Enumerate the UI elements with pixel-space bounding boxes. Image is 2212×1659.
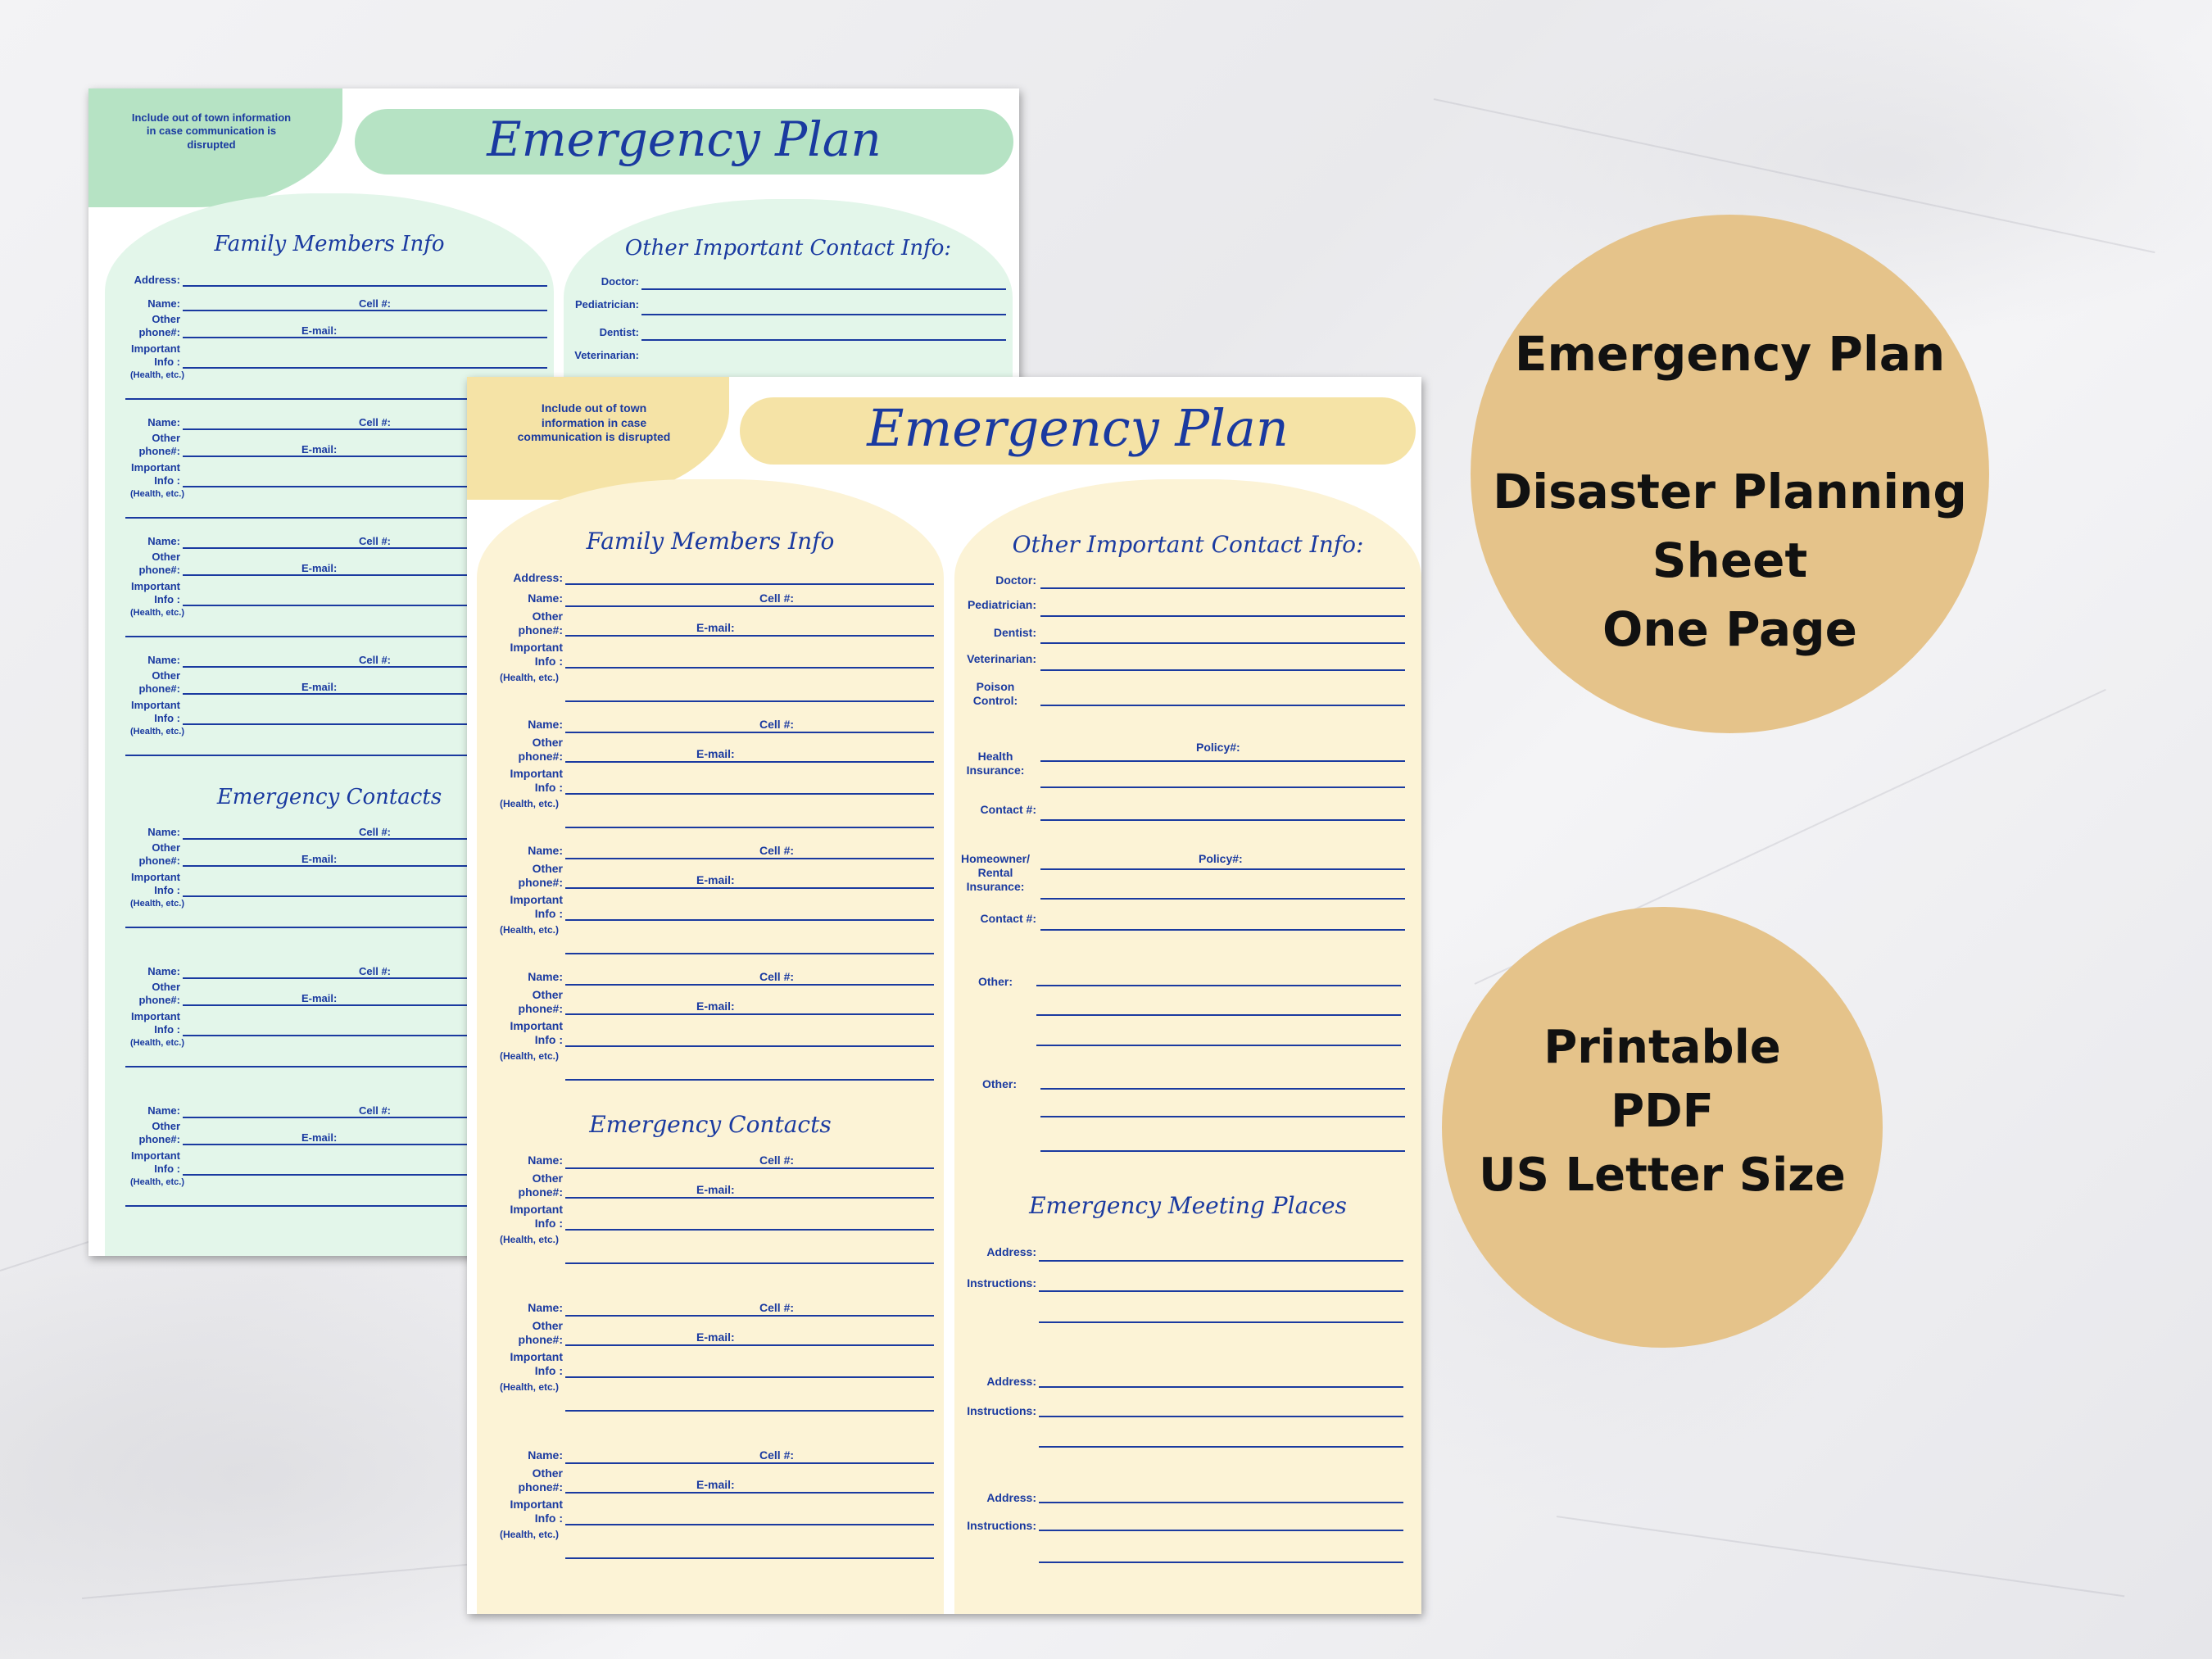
emergency-block — [467, 1448, 954, 1580]
phone-line[interactable] — [565, 887, 934, 889]
badge-line: Sheet — [1652, 533, 1808, 588]
meeting-instructions-label: Instructions: — [967, 1404, 1036, 1417]
important-label: Important Info : — [510, 1350, 563, 1377]
other-phone-label: Other phone#: — [518, 1172, 563, 1199]
cell-label: Cell #: — [359, 1104, 392, 1117]
health-insurance-line[interactable] — [1040, 760, 1405, 762]
doctor-label: Doctor: — [601, 275, 639, 288]
product-badge-text — [1471, 320, 1989, 664]
meeting-instructions-line[interactable] — [1039, 1290, 1403, 1292]
cell-label: Cell #: — [359, 416, 392, 428]
other-label: Other: — [982, 1077, 1017, 1090]
dentist-line[interactable] — [1040, 642, 1405, 644]
cell-label: Cell #: — [359, 965, 392, 977]
other-phone-label: Other phone#: — [138, 551, 180, 576]
pediatrician-label: Pediatrician: — [967, 598, 1036, 611]
info-line-2[interactable] — [565, 1557, 934, 1559]
other-line-2[interactable] — [1036, 1014, 1401, 1016]
emergency-block — [467, 1154, 954, 1285]
other-phone-label: Other phone#: — [138, 1120, 180, 1145]
family-block — [467, 718, 954, 841]
address-label: Address: — [513, 571, 563, 584]
email-label: E-mail: — [301, 681, 338, 693]
cell-label: Cell #: — [359, 654, 392, 666]
other-phone-label: Other phone#: — [138, 313, 180, 338]
name-label: Name: — [528, 718, 563, 731]
meeting-address-label: Address: — [986, 1375, 1036, 1388]
doctor-label: Doctor: — [995, 573, 1036, 587]
health-insurance-label: Health Insurance: — [966, 750, 1025, 777]
name-line[interactable] — [565, 858, 934, 859]
health-label: (Health, etc.) — [129, 370, 184, 380]
other-phone-label: Other phone#: — [138, 841, 180, 867]
email-label: E-mail: — [301, 443, 338, 456]
name-line[interactable] — [565, 1315, 934, 1317]
badge-line: One Page — [1602, 601, 1858, 657]
cell-label: Cell #: — [759, 1448, 795, 1462]
info-line[interactable] — [565, 919, 934, 921]
info-line[interactable] — [565, 1524, 934, 1525]
email-label: E-mail: — [696, 1330, 735, 1344]
health-label: (Health, etc.) — [499, 1050, 559, 1062]
important-label: Important Info : — [131, 1149, 180, 1175]
phone-line[interactable] — [565, 1492, 934, 1494]
phone-line[interactable] — [565, 761, 934, 763]
meeting-address-line[interactable] — [1039, 1386, 1403, 1388]
health-label: (Health, etc.) — [499, 1381, 559, 1393]
email-label: E-mail: — [301, 992, 338, 1004]
contact-label: Contact #: — [980, 912, 1036, 925]
other-phone-label: Other phone#: — [518, 1466, 563, 1494]
cell-label: Cell #: — [759, 1301, 795, 1314]
meeting-address-label: Address: — [986, 1491, 1036, 1504]
policy-label: Policy#: — [1196, 741, 1240, 754]
meeting-instructions-label: Instructions: — [967, 1276, 1036, 1290]
pediatrician-line[interactable] — [641, 314, 1006, 315]
name-label: Name: — [528, 1301, 563, 1314]
name-label: Name: — [147, 965, 180, 977]
cell-label: Cell #: — [359, 535, 392, 547]
other-phone-label: Other phone#: — [518, 610, 563, 637]
name-line[interactable] — [565, 1167, 934, 1169]
dentist-label: Dentist: — [993, 626, 1036, 639]
other-phone-label: Other phone#: — [138, 669, 180, 695]
doctor-line[interactable] — [1040, 587, 1405, 589]
meeting-instructions-line-2[interactable] — [1039, 1562, 1403, 1563]
cell-label: Cell #: — [359, 297, 392, 310]
yellow-family-blocks — [467, 592, 954, 1099]
email-label: E-mail: — [301, 853, 338, 865]
email-label: E-mail: — [696, 621, 735, 634]
address-line[interactable] — [183, 285, 547, 287]
homeowner-line[interactable] — [1040, 868, 1405, 870]
emergency-block — [467, 1301, 954, 1432]
email-label: E-mail: — [696, 1478, 735, 1491]
cell-label: Cell #: — [359, 826, 392, 838]
health-insurance-line-2[interactable] — [1040, 786, 1405, 788]
important-label: Important Info : — [131, 699, 180, 724]
meeting-address-line[interactable] — [1039, 1502, 1403, 1503]
policy-label: Policy#: — [1199, 852, 1243, 865]
info-line-2[interactable] — [565, 1262, 934, 1264]
meeting-heading: Emergency Meeting Places — [1029, 1192, 1347, 1219]
meeting-address-label: Address: — [986, 1245, 1036, 1258]
health-label: (Health, etc.) — [129, 727, 184, 737]
info-line-2[interactable] — [565, 953, 934, 954]
important-label: Important Info : — [510, 1019, 563, 1046]
important-label: Important Info : — [131, 1010, 180, 1036]
name-label: Name: — [147, 297, 180, 310]
email-label: E-mail: — [301, 324, 338, 337]
veterinarian-label: Veterinarian: — [574, 349, 639, 361]
name-line[interactable] — [183, 310, 547, 311]
phone-line[interactable] — [565, 635, 934, 637]
dentist-line[interactable] — [641, 339, 1006, 341]
cell-label: Cell #: — [759, 970, 795, 983]
other-phone-label: Other phone#: — [518, 736, 563, 763]
badge-line: Printable — [1543, 1021, 1781, 1074]
format-badge-text — [1442, 1016, 1883, 1208]
note-text: Include out of town information in case communication is disrupted — [131, 111, 292, 151]
info-line-2[interactable] — [565, 700, 934, 702]
family-block — [467, 592, 954, 714]
health-label: (Health, etc.) — [499, 1234, 559, 1245]
badge-line: US Letter Size — [1479, 1149, 1846, 1202]
info-line[interactable] — [565, 1045, 934, 1047]
phone-line[interactable] — [565, 1013, 934, 1015]
cell-label: Cell #: — [759, 718, 795, 731]
important-label: Important Info : — [510, 767, 563, 794]
contact-line[interactable] — [1040, 929, 1405, 931]
badge-line: Disaster Planning — [1493, 464, 1967, 519]
info-line-2[interactable] — [565, 1079, 934, 1081]
cell-label: Cell #: — [759, 844, 795, 857]
name-line[interactable] — [565, 732, 934, 733]
email-label: E-mail: — [696, 747, 735, 760]
family-heading: Family Members Info — [586, 528, 835, 555]
family-heading: Family Members Info — [214, 232, 445, 256]
address-label: Address: — [134, 274, 180, 286]
yellow-sheet — [467, 377, 1421, 1614]
other-phone-label: Other phone#: — [138, 981, 180, 1006]
important-label: Important Info : — [131, 871, 180, 896]
name-label: Name: — [528, 970, 563, 983]
other-line-2[interactable] — [1040, 1116, 1405, 1117]
info-line-2[interactable] — [565, 827, 934, 828]
meeting-instructions-line[interactable] — [1039, 1530, 1403, 1531]
important-label: Important Info : — [510, 641, 563, 668]
pediatrician-label: Pediatrician: — [574, 298, 639, 310]
dentist-label: Dentist: — [599, 326, 639, 338]
meeting-instructions-label: Instructions: — [967, 1519, 1036, 1532]
health-label: (Health, etc.) — [129, 899, 184, 909]
other-heading: Other Important Contact Info: — [1012, 531, 1364, 558]
info-line[interactable] — [565, 667, 934, 669]
page-title: Emergency Plan — [867, 398, 1289, 458]
name-line[interactable] — [565, 605, 934, 607]
important-label: Important Info : — [131, 461, 180, 487]
cell-label: Cell #: — [759, 592, 795, 605]
other-line[interactable] — [1036, 985, 1401, 986]
health-label: (Health, etc.) — [129, 608, 184, 618]
poison-label: Poison Control: — [972, 680, 1018, 707]
phone-line[interactable] — [183, 337, 547, 338]
name-label: Name: — [147, 1104, 180, 1117]
poison-line[interactable] — [1040, 705, 1405, 706]
email-label: E-mail: — [696, 999, 735, 1013]
family-block — [467, 844, 954, 967]
important-label: Important Info : — [131, 580, 180, 605]
other-line-3[interactable] — [1040, 1150, 1405, 1152]
meeting-instructions-line-2[interactable] — [1039, 1321, 1403, 1323]
doctor-line[interactable] — [641, 288, 1006, 290]
important-label: Important Info : — [131, 342, 180, 368]
info-line-2[interactable] — [565, 1410, 934, 1412]
email-label: E-mail: — [301, 1131, 338, 1144]
name-label: Name: — [528, 844, 563, 857]
contact-line[interactable] — [1040, 819, 1405, 821]
other-line[interactable] — [1040, 1088, 1405, 1090]
email-label: E-mail: — [696, 873, 735, 886]
health-label: (Health, etc.) — [129, 1177, 184, 1187]
email-label: E-mail: — [696, 1183, 735, 1196]
other-phone-label: Other phone#: — [518, 1319, 563, 1346]
contact-label: Contact #: — [980, 803, 1036, 816]
other-phone-label: Other phone#: — [138, 432, 180, 457]
email-label: E-mail: — [301, 562, 338, 574]
health-label: (Health, etc.) — [129, 489, 184, 499]
name-label: Name: — [147, 826, 180, 838]
family-block — [467, 970, 954, 1093]
health-label: (Health, etc.) — [499, 1529, 559, 1540]
info-line[interactable] — [565, 1376, 934, 1378]
name-label: Name: — [528, 1448, 563, 1462]
info-line[interactable] — [183, 367, 547, 369]
yellow-emergency-blocks — [467, 1154, 954, 1580]
name-label: Name: — [147, 654, 180, 666]
health-label: (Health, etc.) — [499, 672, 559, 683]
other-phone-label: Other phone#: — [518, 862, 563, 889]
badge-line: Emergency Plan — [1514, 326, 1946, 382]
health-label: (Health, etc.) — [499, 924, 559, 936]
badge-line: PDF — [1611, 1085, 1714, 1138]
info-line[interactable] — [565, 793, 934, 795]
marble-vein — [1557, 1516, 2124, 1597]
address-line[interactable] — [565, 583, 934, 585]
cell-label: Cell #: — [759, 1154, 795, 1167]
page-title: Emergency Plan — [487, 111, 882, 167]
homeowner-line-2[interactable] — [1040, 898, 1405, 900]
meeting-instructions-line[interactable] — [1039, 1416, 1403, 1417]
pediatrician-line[interactable] — [1040, 615, 1405, 617]
info-line[interactable] — [565, 1229, 934, 1231]
other-label: Other: — [978, 975, 1013, 988]
meeting-address-line[interactable] — [1039, 1260, 1403, 1262]
name-label: Name: — [528, 1154, 563, 1167]
other-line-3[interactable] — [1036, 1045, 1401, 1046]
health-label: (Health, etc.) — [499, 798, 559, 809]
name-label: Name: — [528, 592, 563, 605]
veterinarian-label: Veterinarian: — [967, 652, 1036, 665]
meeting-instructions-line-2[interactable] — [1039, 1446, 1403, 1448]
note-text: Include out of town information in case communication is disrupted — [517, 401, 671, 443]
other-heading: Other Important Contact Info: — [624, 236, 952, 261]
important-label: Important Info : — [510, 893, 563, 920]
emergency-heading: Emergency Contacts — [216, 785, 442, 809]
important-label: Important Info : — [510, 1498, 563, 1525]
name-line[interactable] — [565, 1462, 934, 1464]
name-line[interactable] — [565, 984, 934, 986]
other-phone-label: Other phone#: — [518, 988, 563, 1015]
name-label: Name: — [147, 416, 180, 428]
veterinarian-line[interactable] — [1040, 669, 1405, 671]
other-panel — [954, 479, 1421, 1614]
important-label: Important Info : — [510, 1203, 563, 1230]
homeowner-label: Homeowner/ Rental Insurance: — [960, 852, 1030, 893]
phone-line[interactable] — [565, 1344, 934, 1346]
emergency-heading: Emergency Contacts — [589, 1111, 832, 1138]
name-label: Name: — [147, 535, 180, 547]
health-label: (Health, etc.) — [129, 1038, 184, 1048]
phone-line[interactable] — [565, 1197, 934, 1199]
